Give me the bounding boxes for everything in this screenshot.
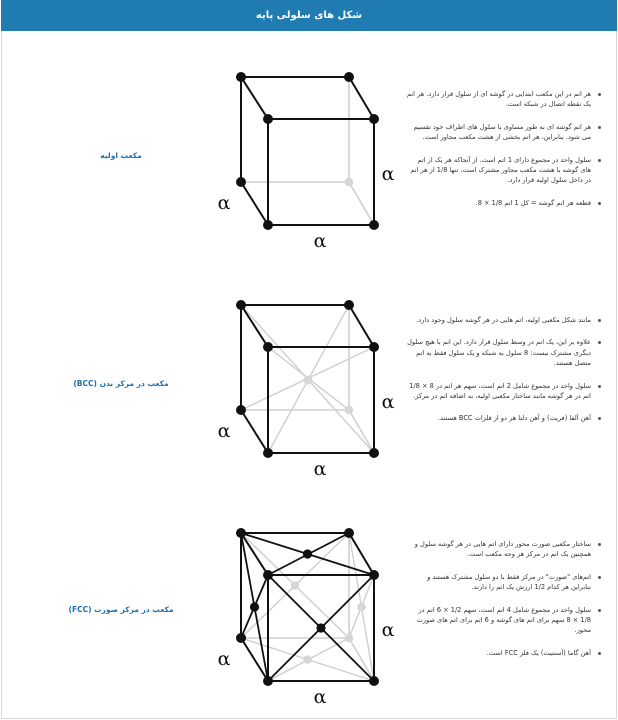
cube-edge: [349, 305, 374, 347]
bullet-list: [406, 315, 601, 436]
row-title: مکعب اولیه: [100, 151, 142, 160]
corner-atom: [369, 342, 379, 352]
row-fcc: [1, 491, 617, 719]
cube-edge: [241, 410, 268, 453]
corner-atom: [263, 220, 273, 230]
corner-atom: [345, 634, 354, 643]
center-atom: [304, 376, 313, 385]
lattice-parameter-label: α: [313, 230, 327, 252]
corner-atom: [236, 72, 246, 82]
lattice-parameter-label: α: [217, 420, 231, 442]
corner-atom: [344, 72, 354, 82]
face-atom: [316, 623, 325, 632]
bullet-list: [406, 89, 601, 220]
bullet-item: سلول واحد در مجموع دارای 1 اتم است. از آنجاکه هر یک از اتم های گوشه با هشت مکعب مجاور مشترک است، تنها 1/8 از هر اتم در داخل سلول اولیه قرار دارد.: [406, 155, 601, 186]
bullet-item: سلول واحد در مجموع شامل 4 اتم است، سهم 1/2 × 6 اتم در 1/8 × 8 سهم برای اتم های گوشه و 6 اتم برای اتم های صورت محور.: [406, 605, 601, 636]
corner-atom: [369, 220, 379, 230]
bullet-item: هر اتم گوشه ای به طور مساوی با سلول های اطراف خود تقسیم می شود. بنابراین، هر اتم بخشی از هشت مکعب مجاور است.: [406, 122, 601, 143]
face-atom: [357, 603, 366, 612]
lattice-parameter-label: α: [217, 648, 231, 670]
spoke: [268, 380, 308, 453]
spoke: [308, 380, 349, 410]
header-bar: [1, 0, 617, 31]
row-title: مکعب در مرکز صورت (FCC): [68, 605, 174, 614]
bullet-item: آهن گاما (آستنیت) یک فلز FCC است.: [406, 648, 601, 658]
hidden-edge: [349, 182, 374, 225]
bullet-item: ساختار مکعبی صورت محور دارای اتم هایی در هر گوشه سلول و همچنین یک اتم در مرکز هر وجه مکعب است.: [406, 539, 601, 560]
corner-atom: [236, 300, 246, 310]
face-atom: [303, 549, 312, 558]
corner-atom: [369, 676, 379, 686]
bullet-item: هر اتم در این مکعب ابتدایی در گوشه ای از سلول قرار دارد. هر اتم یک نقطه اتصال در شبکه است.: [406, 89, 601, 110]
lattice-parameter-label: α: [381, 163, 395, 185]
fcc-cube-diagram: [216, 517, 401, 717]
bullet-item: آهن آلفا (فریت) و آهن دلتا هر دو از فلزات BCC هستند.: [406, 413, 601, 423]
corner-atom: [263, 114, 273, 124]
corner-atom: [236, 177, 246, 187]
bullet-list: [406, 539, 601, 670]
bullet-item: علاوه بر این، یک اتم در وسط سلول قرار دارد. این اتم با هیچ سلول دیگری مشترک نیست: 8 سلول به شبکه و یک سلول فقط به اتم متصل هستند.: [406, 337, 601, 368]
corner-atom: [236, 405, 246, 415]
row-bcc: [1, 261, 617, 491]
corner-atom: [369, 448, 379, 458]
cube-edge: [241, 77, 268, 119]
corner-atom: [263, 570, 273, 580]
corner-atom: [263, 676, 273, 686]
corner-atom: [345, 406, 354, 415]
spoke: [241, 380, 308, 410]
lattice-parameter-label: α: [381, 619, 395, 641]
cube-edge: [241, 305, 268, 347]
face-atom: [250, 602, 259, 611]
row-title: مکعب در مرکز بدن (BCC): [73, 379, 169, 388]
corner-atom: [369, 114, 379, 124]
corner-atom: [345, 178, 354, 187]
corner-atom: [263, 342, 273, 352]
corner-atom: [344, 528, 354, 538]
primitive-cube-diagram: [216, 61, 401, 261]
cube-edge: [241, 182, 268, 225]
header-title: شکل های سلولی پایه: [255, 10, 363, 21]
bullet-item: مانند شکل مکعبی اولیه، اتم هایی در هر گوشه سلول وجود دارد.: [406, 315, 601, 325]
spoke: [268, 347, 308, 380]
bcc-cube-diagram: [216, 289, 401, 489]
bullet-item: قطعه هر اتم گوشه = کل 1 اتم 1/8 × 8.: [406, 198, 601, 208]
row-primitive: [1, 31, 617, 261]
hidden-edge: [349, 410, 374, 453]
spoke: [241, 305, 308, 380]
corner-atom: [369, 570, 379, 580]
spoke: [308, 347, 374, 380]
cube-edge: [349, 77, 374, 119]
lattice-parameter-label: α: [313, 458, 327, 480]
corner-atom: [263, 448, 273, 458]
corner-atom: [236, 528, 246, 538]
spoke: [308, 380, 374, 453]
bullet-item: سلول واحد در مجموع شامل 2 اتم است، سهم هر اتم در 8 × 1/8 اتم در هر گوشه مانند ساختار مکعبی اولیه، به اضافه اتم در مرکز.: [406, 381, 601, 402]
corner-atom: [344, 300, 354, 310]
face-atom: [303, 655, 312, 664]
face-atom: [291, 581, 300, 590]
corner-atom: [236, 633, 246, 643]
lattice-parameter-label: α: [217, 192, 231, 214]
bullet-item: اتم‌های "صورت" در مرکز فقط با دو سلول مشترک هستند و بنابراین هر کدام 1/2 ارزش یک اتم را دارند.: [406, 572, 601, 593]
lattice-parameter-label: α: [381, 391, 395, 413]
lattice-parameter-label: α: [313, 686, 327, 708]
